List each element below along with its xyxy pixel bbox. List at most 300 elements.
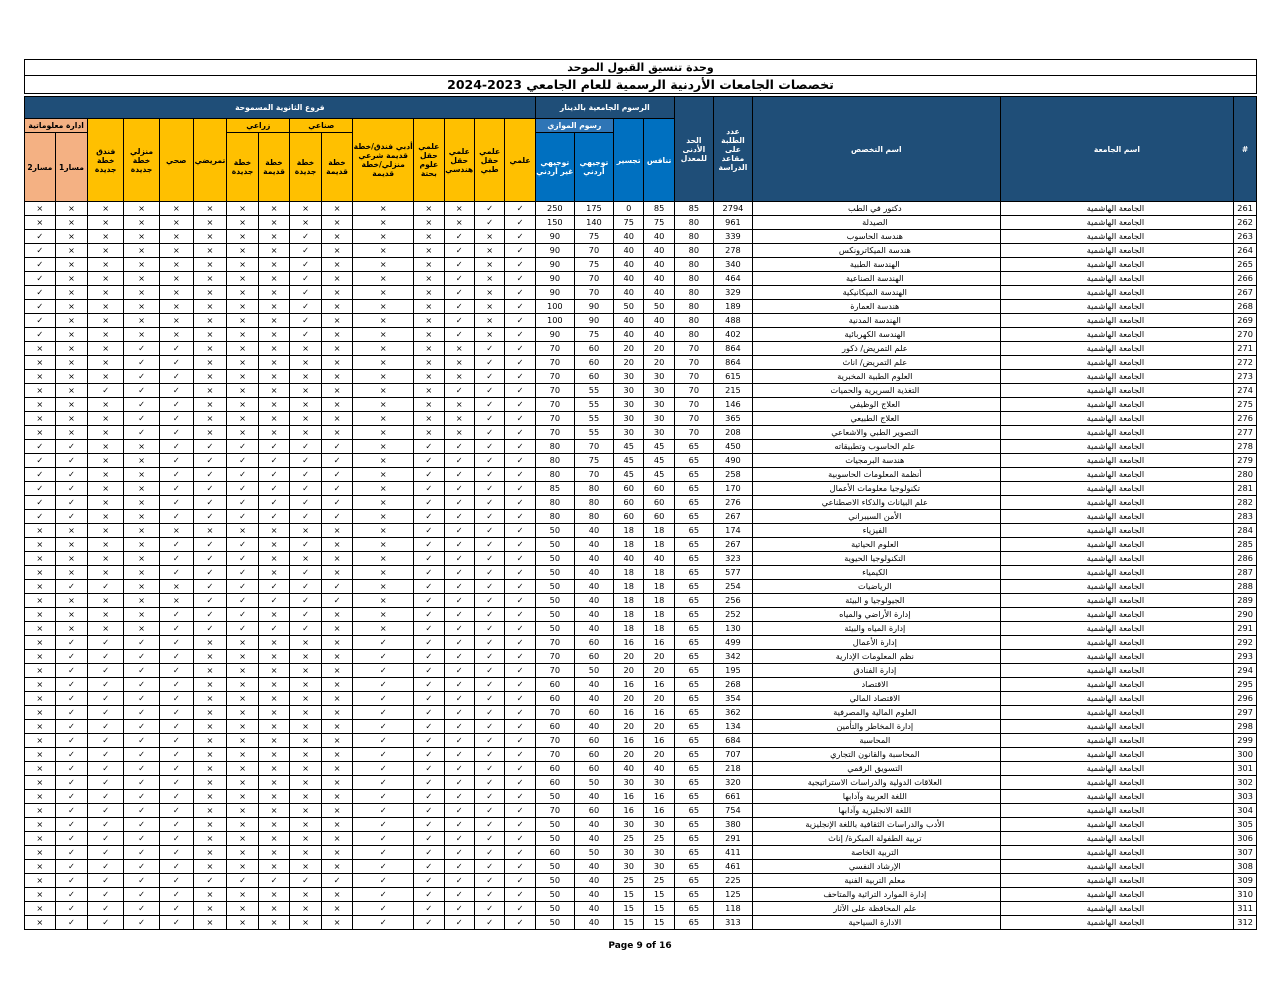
row-branch-mark: × bbox=[124, 538, 160, 552]
row-branch-mark: × bbox=[258, 216, 290, 230]
row-non-jordanian: 50 bbox=[535, 622, 574, 636]
row-branch-mark: ✓ bbox=[290, 566, 322, 580]
row-seats: 488 bbox=[713, 314, 752, 328]
row-compete: 20 bbox=[644, 748, 674, 762]
table-row bbox=[25, 496, 1257, 510]
row-jordanian: 40 bbox=[574, 888, 613, 902]
row-branch-mark: × bbox=[159, 272, 193, 286]
row-branch-mark: ✓ bbox=[88, 650, 124, 664]
row-index: 286 bbox=[1234, 552, 1257, 566]
row-index: 282 bbox=[1234, 496, 1257, 510]
row-compete: 50 bbox=[644, 300, 674, 314]
row-branch-mark: × bbox=[193, 384, 227, 398]
row-bridge: 16 bbox=[614, 706, 644, 720]
row-jordanian: 140 bbox=[574, 216, 613, 230]
row-jordanian: 60 bbox=[574, 370, 613, 384]
row-branch-mark: ✓ bbox=[88, 916, 124, 930]
row-branch-mark: ✓ bbox=[474, 552, 504, 566]
row-non-jordanian: 70 bbox=[535, 412, 574, 426]
row-jordanian: 40 bbox=[574, 538, 613, 552]
row-branch-mark: × bbox=[258, 342, 290, 356]
row-branch-mark: × bbox=[444, 370, 474, 384]
row-branch-mark: ✓ bbox=[227, 622, 259, 636]
row-jordanian: 40 bbox=[574, 678, 613, 692]
row-branch-mark: × bbox=[353, 426, 414, 440]
row-branch-mark: ✓ bbox=[353, 790, 414, 804]
row-branch-mark: × bbox=[193, 258, 227, 272]
row-branch-mark: × bbox=[414, 314, 444, 328]
row-major: اللغة العربية وآدابها bbox=[753, 790, 1001, 804]
row-university: الجامعة الهاشمية bbox=[1000, 286, 1234, 300]
row-branch-mark: ✓ bbox=[193, 566, 227, 580]
row-branch-mark: × bbox=[290, 678, 322, 692]
row-branch-mark: × bbox=[353, 314, 414, 328]
table-row bbox=[25, 594, 1257, 608]
row-branch-mark: ✓ bbox=[290, 230, 322, 244]
row-branch-mark: × bbox=[227, 356, 259, 370]
row-seats: 354 bbox=[713, 692, 752, 706]
row-branch-mark: × bbox=[193, 748, 227, 762]
row-branch-mark: × bbox=[193, 412, 227, 426]
row-seats: 267 bbox=[713, 538, 752, 552]
row-branch-mark: × bbox=[321, 202, 353, 216]
row-branch-mark: × bbox=[193, 426, 227, 440]
row-branch-mark: × bbox=[88, 286, 124, 300]
row-branch-mark: ✓ bbox=[258, 454, 290, 468]
table-row bbox=[25, 482, 1257, 496]
row-branch-mark: ✓ bbox=[414, 692, 444, 706]
row-branch-mark: ✓ bbox=[474, 538, 504, 552]
row-branch-mark: × bbox=[321, 412, 353, 426]
row-compete: 18 bbox=[644, 580, 674, 594]
row-university: الجامعة الهاشمية bbox=[1000, 580, 1234, 594]
row-non-jordanian: 70 bbox=[535, 426, 574, 440]
row-branch-mark: × bbox=[88, 216, 124, 230]
row-branch-mark: × bbox=[290, 902, 322, 916]
row-branch-mark: ✓ bbox=[258, 622, 290, 636]
row-university: الجامعة الهاشمية bbox=[1000, 552, 1234, 566]
row-branch-mark: × bbox=[25, 398, 56, 412]
row-branch-mark: × bbox=[227, 202, 259, 216]
row-branch-mark: × bbox=[290, 426, 322, 440]
row-seats: 130 bbox=[713, 622, 752, 636]
row-branch-mark: ✓ bbox=[505, 314, 535, 328]
row-bridge: 40 bbox=[614, 272, 644, 286]
row-branch-mark: × bbox=[55, 552, 88, 566]
row-branch-mark: ✓ bbox=[353, 846, 414, 860]
row-branch-mark: ✓ bbox=[124, 412, 160, 426]
row-branch-mark: ✓ bbox=[55, 790, 88, 804]
row-seats: 339 bbox=[713, 230, 752, 244]
col-agricultural: زراعي bbox=[227, 119, 290, 133]
row-branch-mark: × bbox=[258, 300, 290, 314]
row-branch-mark: × bbox=[290, 412, 322, 426]
row-branch-mark: × bbox=[25, 804, 56, 818]
row-seats: 499 bbox=[713, 636, 752, 650]
row-branch-mark: ✓ bbox=[505, 384, 535, 398]
row-non-jordanian: 50 bbox=[535, 524, 574, 538]
row-branch-mark: ✓ bbox=[159, 790, 193, 804]
col-sci-eng: علمي حقل هندسي bbox=[444, 119, 474, 202]
row-bridge: 30 bbox=[614, 384, 644, 398]
row-non-jordanian: 70 bbox=[535, 804, 574, 818]
row-branch-mark: × bbox=[258, 720, 290, 734]
row-major: الكيمياء bbox=[753, 566, 1001, 580]
row-branch-mark: ✓ bbox=[444, 622, 474, 636]
row-branch-mark: × bbox=[227, 846, 259, 860]
row-branch-mark: ✓ bbox=[227, 608, 259, 622]
row-jordanian: 50 bbox=[574, 664, 613, 678]
row-branch-mark: ✓ bbox=[25, 454, 56, 468]
row-index: 304 bbox=[1234, 804, 1257, 818]
row-jordanian: 80 bbox=[574, 482, 613, 496]
row-index: 272 bbox=[1234, 356, 1257, 370]
row-jordanian: 60 bbox=[574, 762, 613, 776]
row-branch-mark: ✓ bbox=[88, 888, 124, 902]
row-branch-mark: ✓ bbox=[474, 468, 504, 482]
row-non-jordanian: 50 bbox=[535, 902, 574, 916]
row-branch-mark: × bbox=[414, 286, 444, 300]
row-branch-mark: × bbox=[258, 664, 290, 678]
row-branch-mark: ✓ bbox=[159, 748, 193, 762]
row-major: الإرشاد النفسي bbox=[753, 860, 1001, 874]
row-seats: 313 bbox=[713, 916, 752, 930]
row-branch-mark: × bbox=[227, 692, 259, 706]
row-university: الجامعة الهاشمية bbox=[1000, 636, 1234, 650]
row-seats: 256 bbox=[713, 594, 752, 608]
row-jordanian: 55 bbox=[574, 426, 613, 440]
row-branch-mark: ✓ bbox=[444, 832, 474, 846]
row-seats: 225 bbox=[713, 874, 752, 888]
row-major: أنظمة المعلومات الحاسوبية bbox=[753, 468, 1001, 482]
row-bridge: 18 bbox=[614, 622, 644, 636]
table-row bbox=[25, 272, 1257, 286]
row-branch-mark: × bbox=[474, 300, 504, 314]
row-branch-mark: × bbox=[353, 468, 414, 482]
row-branch-mark: × bbox=[124, 524, 160, 538]
row-branch-mark: ✓ bbox=[88, 734, 124, 748]
row-branch-mark: ✓ bbox=[474, 454, 504, 468]
row-min-avg: 65 bbox=[674, 776, 713, 790]
row-branch-mark: × bbox=[25, 860, 56, 874]
row-branch-mark: × bbox=[25, 902, 56, 916]
row-branch-mark: × bbox=[227, 818, 259, 832]
row-seats: 323 bbox=[713, 552, 752, 566]
row-branch-mark: × bbox=[290, 748, 322, 762]
row-branch-mark: ✓ bbox=[474, 216, 504, 230]
row-index: 270 bbox=[1234, 328, 1257, 342]
row-branch-mark: × bbox=[55, 300, 88, 314]
row-branch-mark: ✓ bbox=[290, 328, 322, 342]
row-university: الجامعة الهاشمية bbox=[1000, 608, 1234, 622]
row-branch-mark: ✓ bbox=[159, 888, 193, 902]
row-branch-mark: ✓ bbox=[193, 482, 227, 496]
row-branch-mark: × bbox=[258, 552, 290, 566]
table-row bbox=[25, 440, 1257, 454]
row-branch-mark: ✓ bbox=[55, 496, 88, 510]
table-row bbox=[25, 552, 1257, 566]
row-seats: 461 bbox=[713, 860, 752, 874]
row-branch-mark: ✓ bbox=[25, 440, 56, 454]
row-university: الجامعة الهاشمية bbox=[1000, 300, 1234, 314]
row-bridge: 40 bbox=[614, 328, 644, 342]
row-branch-mark: × bbox=[353, 286, 414, 300]
row-branch-mark: × bbox=[321, 776, 353, 790]
row-branch-mark: × bbox=[159, 258, 193, 272]
row-branch-mark: × bbox=[290, 216, 322, 230]
row-compete: 30 bbox=[644, 398, 674, 412]
col-home-new: منزلي خطة جديدة bbox=[124, 119, 160, 202]
row-branch-mark: × bbox=[290, 636, 322, 650]
row-branch-mark: ✓ bbox=[353, 874, 414, 888]
row-branch-mark: ✓ bbox=[124, 342, 160, 356]
table-row bbox=[25, 538, 1257, 552]
row-branch-mark: × bbox=[290, 916, 322, 930]
row-branch-mark: × bbox=[25, 762, 56, 776]
row-bridge: 16 bbox=[614, 790, 644, 804]
col-track2: مسار2 bbox=[25, 133, 56, 202]
row-branch-mark: × bbox=[193, 888, 227, 902]
row-branch-mark: × bbox=[227, 734, 259, 748]
row-branch-mark: × bbox=[227, 888, 259, 902]
row-branch-mark: ✓ bbox=[258, 594, 290, 608]
row-branch-mark: ✓ bbox=[25, 328, 56, 342]
row-non-jordanian: 50 bbox=[535, 888, 574, 902]
row-branch-mark: ✓ bbox=[25, 258, 56, 272]
row-branch-mark: × bbox=[25, 622, 56, 636]
row-branch-mark: × bbox=[414, 202, 444, 216]
row-bridge: 16 bbox=[614, 678, 644, 692]
table-row bbox=[25, 314, 1257, 328]
row-branch-mark: ✓ bbox=[444, 314, 474, 328]
row-university: الجامعة الهاشمية bbox=[1000, 398, 1234, 412]
row-branch-mark: ✓ bbox=[55, 734, 88, 748]
row-branch-mark: × bbox=[25, 650, 56, 664]
row-branch-mark: ✓ bbox=[414, 664, 444, 678]
row-branch-mark: ✓ bbox=[444, 496, 474, 510]
row-branch-mark: × bbox=[290, 832, 322, 846]
row-branch-mark: ✓ bbox=[353, 678, 414, 692]
row-index: 269 bbox=[1234, 314, 1257, 328]
row-branch-mark: ✓ bbox=[444, 538, 474, 552]
row-branch-mark: ✓ bbox=[474, 482, 504, 496]
row-branch-mark: ✓ bbox=[474, 874, 504, 888]
row-branch-mark: ✓ bbox=[414, 706, 444, 720]
row-branch-mark: ✓ bbox=[353, 762, 414, 776]
row-branch-mark: ✓ bbox=[414, 454, 444, 468]
row-university: الجامعة الهاشمية bbox=[1000, 384, 1234, 398]
row-branch-mark: × bbox=[258, 566, 290, 580]
row-jordanian: 40 bbox=[574, 832, 613, 846]
row-branch-mark: × bbox=[414, 356, 444, 370]
row-branch-mark: ✓ bbox=[25, 300, 56, 314]
row-branch-mark: ✓ bbox=[193, 552, 227, 566]
row-major: هندسة الميكاترونكس bbox=[753, 244, 1001, 258]
row-branch-mark: ✓ bbox=[444, 888, 474, 902]
row-branch-mark: × bbox=[25, 342, 56, 356]
row-branch-mark: ✓ bbox=[25, 468, 56, 482]
row-branch-mark: × bbox=[353, 580, 414, 594]
row-branch-mark: ✓ bbox=[88, 874, 124, 888]
row-compete: 30 bbox=[644, 370, 674, 384]
row-branch-mark: × bbox=[258, 412, 290, 426]
row-branch-mark: × bbox=[88, 398, 124, 412]
row-branch-mark: ✓ bbox=[353, 832, 414, 846]
row-branch-mark: × bbox=[474, 286, 504, 300]
row-branch-mark: × bbox=[353, 272, 414, 286]
row-branch-mark: × bbox=[321, 552, 353, 566]
row-branch-mark: ✓ bbox=[444, 454, 474, 468]
row-branch-mark: ✓ bbox=[55, 468, 88, 482]
row-seats: 278 bbox=[713, 244, 752, 258]
row-non-jordanian: 50 bbox=[535, 818, 574, 832]
table-row bbox=[25, 678, 1257, 692]
row-branch-mark: ✓ bbox=[159, 692, 193, 706]
row-compete: 40 bbox=[644, 244, 674, 258]
row-branch-mark: ✓ bbox=[505, 664, 535, 678]
row-branch-mark: × bbox=[474, 230, 504, 244]
row-branch-mark: × bbox=[258, 384, 290, 398]
row-branch-mark: ✓ bbox=[353, 888, 414, 902]
row-branch-mark: ✓ bbox=[505, 328, 535, 342]
row-min-avg: 85 bbox=[674, 202, 713, 216]
row-non-jordanian: 70 bbox=[535, 664, 574, 678]
row-branch-mark: × bbox=[227, 832, 259, 846]
row-bridge: 20 bbox=[614, 664, 644, 678]
row-branch-mark: × bbox=[193, 342, 227, 356]
row-index: 276 bbox=[1234, 412, 1257, 426]
row-branch-mark: ✓ bbox=[414, 804, 444, 818]
row-branch-mark: ✓ bbox=[505, 748, 535, 762]
row-compete: 60 bbox=[644, 496, 674, 510]
row-branch-mark: ✓ bbox=[88, 678, 124, 692]
row-branch-mark: × bbox=[290, 202, 322, 216]
row-branch-mark: ✓ bbox=[55, 762, 88, 776]
row-seats: 864 bbox=[713, 356, 752, 370]
table-row bbox=[25, 832, 1257, 846]
row-branch-mark: ✓ bbox=[505, 902, 535, 916]
row-branch-mark: × bbox=[414, 258, 444, 272]
row-jordanian: 70 bbox=[574, 244, 613, 258]
row-major: هندسة البرمجيات bbox=[753, 454, 1001, 468]
row-min-avg: 70 bbox=[674, 412, 713, 426]
row-branch-mark: × bbox=[321, 384, 353, 398]
row-major: تكنولوجيا معلومات الأعمال bbox=[753, 482, 1001, 496]
row-branch-mark: ✓ bbox=[505, 580, 535, 594]
row-branch-mark: ✓ bbox=[505, 860, 535, 874]
row-branch-mark: ✓ bbox=[474, 748, 504, 762]
row-branch-mark: ✓ bbox=[474, 524, 504, 538]
row-branch-mark: ✓ bbox=[414, 846, 444, 860]
row-branch-mark: × bbox=[124, 622, 160, 636]
row-branch-mark: ✓ bbox=[474, 818, 504, 832]
row-branch-mark: ✓ bbox=[227, 552, 259, 566]
row-major: المحاسبة والقانون التجاري bbox=[753, 748, 1001, 762]
row-branch-mark: ✓ bbox=[124, 874, 160, 888]
row-branch-mark: × bbox=[55, 356, 88, 370]
row-index: 279 bbox=[1234, 454, 1257, 468]
row-min-avg: 80 bbox=[674, 314, 713, 328]
row-compete: 30 bbox=[644, 846, 674, 860]
row-branch-mark: × bbox=[193, 286, 227, 300]
row-non-jordanian: 50 bbox=[535, 552, 574, 566]
row-branch-mark: ✓ bbox=[414, 902, 444, 916]
row-compete: 18 bbox=[644, 608, 674, 622]
table-row bbox=[25, 202, 1257, 216]
row-branch-mark: ✓ bbox=[474, 594, 504, 608]
row-branch-mark: ✓ bbox=[505, 790, 535, 804]
row-branch-mark: ✓ bbox=[159, 454, 193, 468]
table-row bbox=[25, 216, 1257, 230]
row-branch-mark: ✓ bbox=[88, 706, 124, 720]
table-row bbox=[25, 874, 1257, 888]
row-bridge: 18 bbox=[614, 608, 644, 622]
row-branch-mark: ✓ bbox=[444, 790, 474, 804]
row-branch-mark: ✓ bbox=[414, 916, 444, 930]
row-index: 295 bbox=[1234, 678, 1257, 692]
row-branch-mark: ✓ bbox=[414, 832, 444, 846]
row-index: 296 bbox=[1234, 692, 1257, 706]
row-compete: 15 bbox=[644, 916, 674, 930]
row-branch-mark: × bbox=[353, 216, 414, 230]
row-branch-mark: ✓ bbox=[258, 496, 290, 510]
row-branch-mark: ✓ bbox=[505, 258, 535, 272]
row-non-jordanian: 50 bbox=[535, 538, 574, 552]
row-branch-mark: × bbox=[290, 790, 322, 804]
row-branch-mark: × bbox=[55, 370, 88, 384]
row-branch-mark: ✓ bbox=[55, 832, 88, 846]
row-branch-mark: × bbox=[227, 216, 259, 230]
row-branch-mark: ✓ bbox=[353, 636, 414, 650]
row-branch-mark: × bbox=[159, 286, 193, 300]
row-branch-mark: × bbox=[414, 426, 444, 440]
row-non-jordanian: 80 bbox=[535, 454, 574, 468]
col-scientific: علمي bbox=[505, 119, 535, 202]
row-branch-mark: ✓ bbox=[227, 580, 259, 594]
row-branch-mark: × bbox=[290, 846, 322, 860]
row-branch-mark: × bbox=[258, 314, 290, 328]
row-major: الرياضيات bbox=[753, 580, 1001, 594]
table-row bbox=[25, 762, 1257, 776]
row-jordanian: 70 bbox=[574, 468, 613, 482]
row-branch-mark: ✓ bbox=[353, 804, 414, 818]
row-branch-mark: × bbox=[88, 454, 124, 468]
row-branch-mark: × bbox=[290, 524, 322, 538]
row-branch-mark: × bbox=[25, 608, 56, 622]
row-bridge: 20 bbox=[614, 342, 644, 356]
row-seats: 961 bbox=[713, 216, 752, 230]
row-branch-mark: × bbox=[353, 454, 414, 468]
row-index: 299 bbox=[1234, 734, 1257, 748]
row-branch-mark: × bbox=[474, 328, 504, 342]
row-branch-mark: × bbox=[227, 678, 259, 692]
row-branch-mark: ✓ bbox=[444, 636, 474, 650]
row-non-jordanian: 90 bbox=[535, 272, 574, 286]
row-jordanian: 40 bbox=[574, 566, 613, 580]
row-non-jordanian: 50 bbox=[535, 874, 574, 888]
row-bridge: 25 bbox=[614, 874, 644, 888]
row-branch-mark: × bbox=[124, 216, 160, 230]
col-track1: مسار1 bbox=[55, 133, 88, 202]
row-branch-mark: × bbox=[258, 650, 290, 664]
row-seats: 125 bbox=[713, 888, 752, 902]
row-index: 289 bbox=[1234, 594, 1257, 608]
row-non-jordanian: 85 bbox=[535, 482, 574, 496]
row-branch-mark: × bbox=[124, 440, 160, 454]
row-jordanian: 40 bbox=[574, 720, 613, 734]
row-branch-mark: ✓ bbox=[88, 790, 124, 804]
row-index: 300 bbox=[1234, 748, 1257, 762]
